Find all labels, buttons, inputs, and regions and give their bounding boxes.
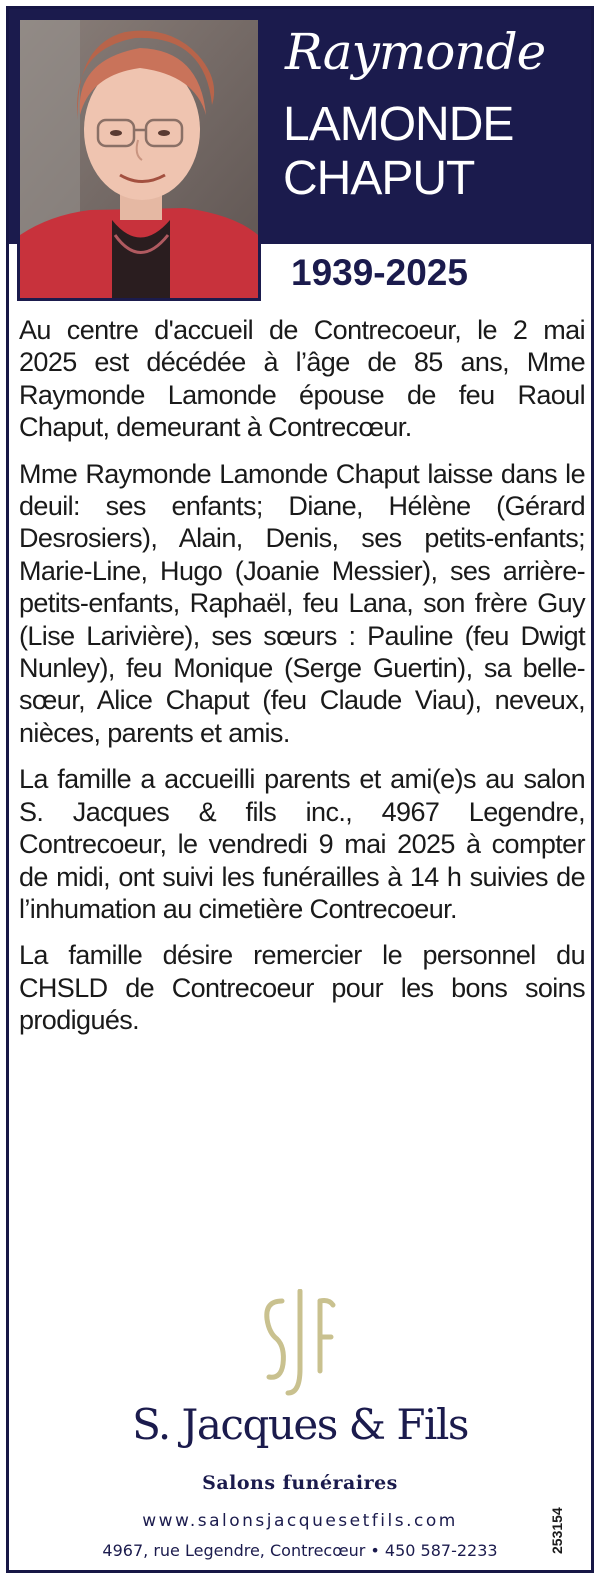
funeral-home-name: S. Jacques & Fils xyxy=(132,1400,468,1449)
portrait-photo xyxy=(17,17,261,301)
obituary-notice xyxy=(6,6,594,1573)
paragraph: La famille a accueilli parents et ami(e)s au salon S. Jacques & fils inc., 4967 Legendre, Contrecoeur, le vendredi 9 mai 2025 à compter de midi, ont suivi les funérailles à 14 h suivies de l’inhumation au cimetière Contrecoeur. xyxy=(19,764,585,924)
website-link[interactable]: www.salonsjacquesetfils.com xyxy=(142,1511,458,1531)
last-name-line2: CHAPUT xyxy=(283,152,475,205)
last-name-line1: LAMONDE xyxy=(283,98,514,151)
first-name: Raymonde xyxy=(285,23,546,81)
paragraph: Au centre d'accueil de Contrecoeur, le 2 mai 2025 est décédée à l’âge de 85 ans, Mme Raymonde Lamonde épouse de feu Raoul Chaput, demeurant à Contrecœur. xyxy=(19,315,585,443)
sjf-monogram-logo xyxy=(263,1289,337,1402)
address-phone: 4967, rue Legendre, Contrecœur • 450 587-2233 xyxy=(102,1541,498,1560)
portrait-image xyxy=(20,20,258,298)
reference-number: 253154 xyxy=(549,1507,565,1554)
obituary-body xyxy=(19,314,585,1051)
funeral-home-subtitle: Salons funéraires xyxy=(202,1472,398,1494)
life-dates: 1939-2025 xyxy=(291,252,468,293)
paragraph: La famille désire remercier le personnel du CHSLD de Contrecoeur pour les bons soins prodigués. xyxy=(19,940,585,1036)
paragraph: Mme Raymonde Lamonde Chaput laisse dans le deuil: ses enfants; Diane, Hélène (Gérard Desrosiers), Alain, Denis, ses petits-enfants; Marie-Line, Hugo (Joanie Messier), ses arrière-petits-enfants, Raphaël, feu Lana, son frère Guy (Lise Larivière), ses sœurs : Pauline (feu Dwigt Nunley), feu Monique (Serge Guertin), sa belle-sœur, Alice Chaput (feu Claude Viau), neveux, nièces, parents et amis. xyxy=(19,458,585,748)
